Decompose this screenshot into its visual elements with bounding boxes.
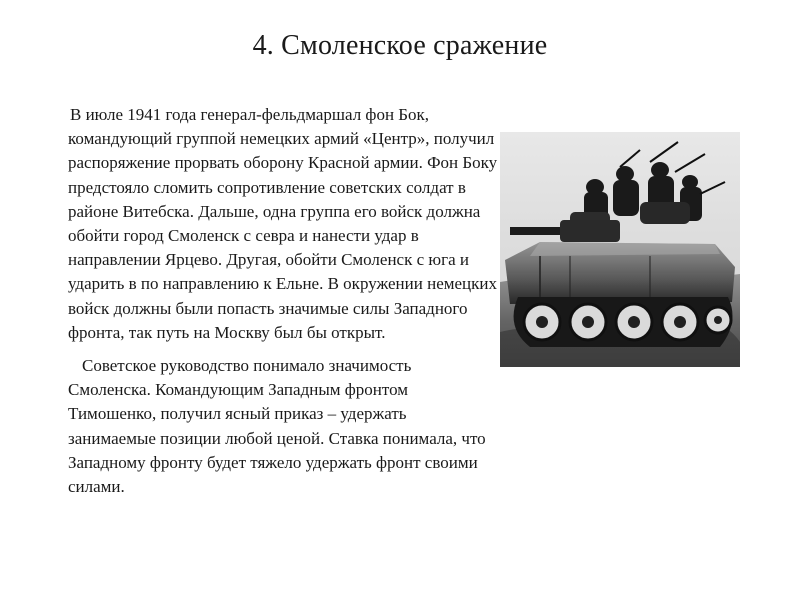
tank-photo xyxy=(500,132,740,367)
paragraph-2: Советское руководство понимало значимость Смоленска. Командующим Западным фронтом Тимошенко, получил ясный приказ – удержать занимаемые позиции любой ценой. Ставка понимала, что Западному фронту будет тяжело удержать фронт своими силами. xyxy=(68,356,486,497)
slide-title: 4. Смоленское сражение xyxy=(252,30,548,61)
body-text xyxy=(68,103,498,499)
tank-photo-image xyxy=(500,132,740,367)
paragraph-1: В июле 1941 года генерал-фельдмаршал фон Бок, командующий группой немецких армий «Центр», получил распоряжение прорвать оборону Красной армии. Фон Боку предстояло сломить сопротивление советских солдат в районе Витебска. Дальше, одна группа его войск должна обойти город Смоленск с севра и нанести удар в направлении Ярцево. Другая, обойти Смоленск с юга и ударить в по направлению к Ельне. В окружении немецких войск должны были попасть значимые силы Западного фронта, так путь на Москву был бы открыт. xyxy=(68,105,498,342)
